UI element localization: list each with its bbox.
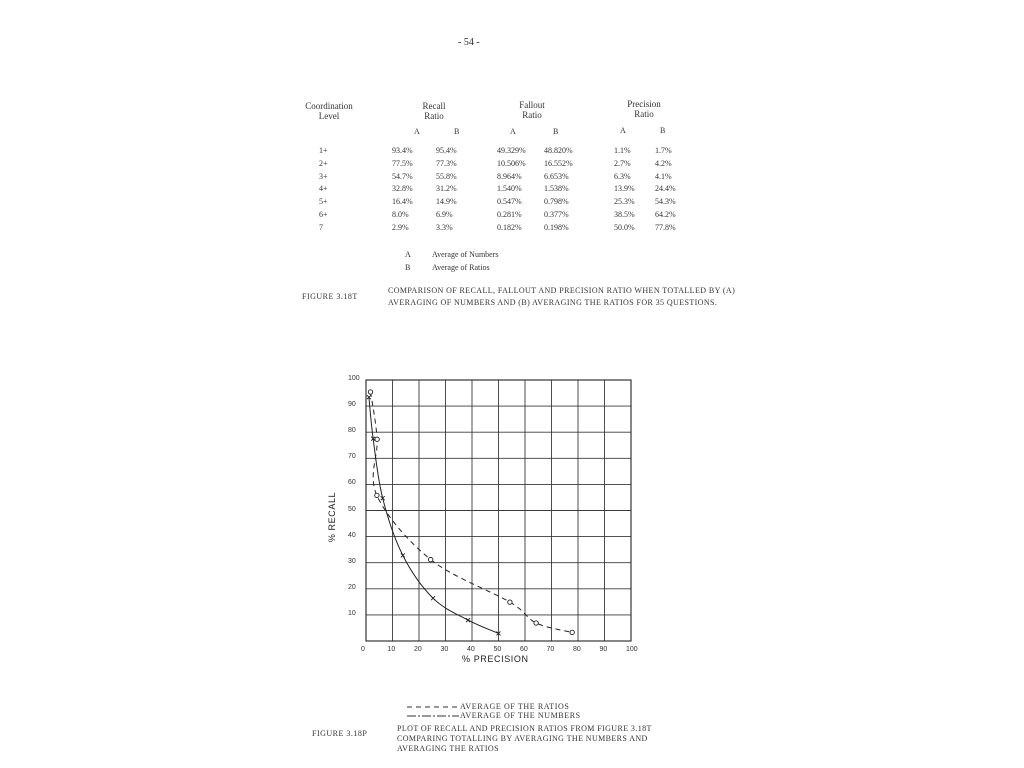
table-cell-precision-b: 77.8% xyxy=(655,222,676,232)
table-cell-precision-b: 1.7% xyxy=(655,146,672,155)
table-cell-level: 5+ xyxy=(319,197,328,207)
table-cell-recall-a: 93.4% xyxy=(392,146,413,155)
x-tick-label: 10 xyxy=(387,646,396,653)
data-point-ratios xyxy=(508,600,512,604)
table-cell-fallout-b: 0.798% xyxy=(544,197,569,207)
table-cell-recall-b: 14.9% xyxy=(436,197,457,207)
y-tick-label: 30 xyxy=(348,557,356,565)
data-point-ratios xyxy=(368,390,372,394)
header-fallout-line2: Ratio xyxy=(522,110,542,120)
data-point-ratios xyxy=(375,437,379,441)
table-cell-recall-a: 16.4% xyxy=(392,197,413,207)
table-cell-precision-a: 38.5% xyxy=(614,210,635,219)
table-cell-precision-a: 25.3% xyxy=(614,197,635,207)
x-tick-label: 30 xyxy=(440,646,449,653)
figure-a-caption: COMPARISON OF RECALL, FALLOUT AND PRECISION RATIO WHEN TOTALLED BY (A) AVERAGING OF NUMBERS AND (B) AVERAGING THE RATIOS FOR 35 QUESTIONS. xyxy=(388,286,736,307)
subheader-recall-a: A xyxy=(414,127,420,136)
table-cell-recall-a: 8.0% xyxy=(392,210,409,219)
table-cell-recall-b: 31.2% xyxy=(436,184,457,194)
header-level-line2: Level xyxy=(318,111,340,121)
table-cell-fallout-b: 16.552% xyxy=(544,158,573,168)
table-cell-recall-b: 95.4% xyxy=(436,146,457,155)
table-cell-precision-a: 50.0% xyxy=(614,222,635,232)
table-cell-precision-b: 4.2% xyxy=(655,158,672,168)
table-cell-recall-b: 55.8% xyxy=(436,171,457,181)
data-point-ratios xyxy=(534,621,538,625)
figure-b-caption: PLOT OF RECALL AND PRECISION RATIOS FROM FIGURE 3.18T COMPARING TOTALLING BY AVERAGING THE NUMBERS AND AVERAGING THE RATIOS xyxy=(397,724,652,753)
figure-b-label: FIGURE 3.18P xyxy=(312,729,368,738)
table-cell-recall-a: 54.7% xyxy=(392,171,413,181)
table-legend-b-key: B xyxy=(405,263,411,272)
header-precision-line2: Ratio xyxy=(634,109,654,119)
figure-a-label: FIGURE 3.18T xyxy=(302,292,358,301)
table-cell-level: 7 xyxy=(319,222,323,232)
y-tick-label: 90 xyxy=(348,401,356,409)
header-level-line1: Coordination xyxy=(305,101,353,111)
table-cell-recall-a: 2.9% xyxy=(392,222,409,232)
header-recall-line2: Ratio xyxy=(424,111,444,121)
series-line-average-of-ratios xyxy=(371,392,573,632)
table-cell-precision-b: 54.3% xyxy=(655,197,676,207)
subheader-fallout-b: B xyxy=(553,127,559,136)
table-cell-level: 1+ xyxy=(319,146,328,155)
x-tick-label: 0 xyxy=(361,646,365,653)
table-cell-level: 4+ xyxy=(319,184,328,194)
y-axis-label: % RECALL xyxy=(327,491,338,543)
y-tick-label: 40 xyxy=(348,531,356,539)
table-cell-level: 6+ xyxy=(319,210,328,219)
x-tick-label: 100 xyxy=(626,646,638,653)
legend-line-samples xyxy=(405,702,465,722)
y-tick-label: 70 xyxy=(348,453,356,461)
y-tick-label: 50 xyxy=(348,505,356,513)
x-tick-label: 20 xyxy=(414,646,422,653)
table-cell-precision-a: 6.3% xyxy=(614,171,631,181)
data-point-numbers xyxy=(466,618,470,622)
table-cell-precision-a: 1.1% xyxy=(614,146,631,155)
x-tick-label: 60 xyxy=(520,646,528,653)
table-cell-fallout-b: 0.377% xyxy=(544,210,569,219)
table-legend-a-key: A xyxy=(405,250,411,259)
table-cell-recall-b: 6.9% xyxy=(436,210,453,219)
data-point-ratios xyxy=(428,557,432,561)
data-point-numbers xyxy=(401,553,405,557)
x-tick-label: 70 xyxy=(546,646,555,653)
table-cell-recall-a: 32.8% xyxy=(392,184,413,194)
table-cell-fallout-b: 0.198% xyxy=(544,222,569,232)
table-cell-recall-b: 77.3% xyxy=(436,158,457,168)
table-cell-precision-b: 4.1% xyxy=(655,171,672,181)
table-cell-fallout-b: 6.653% xyxy=(544,171,569,181)
subheader-fallout-a: A xyxy=(510,127,516,136)
subheader-precision-b: B xyxy=(660,126,666,135)
chart-markers xyxy=(367,390,574,636)
table-cell-precision-a: 13.9% xyxy=(614,184,635,194)
header-precision-line1: Precision xyxy=(627,99,661,109)
data-point-ratios xyxy=(570,630,574,634)
table-cell-fallout-a: 1.540% xyxy=(497,184,522,194)
table-cell-fallout-a: 8.964% xyxy=(497,171,522,181)
table-cell-fallout-b: 1.538% xyxy=(544,184,569,194)
y-tick-label: 60 xyxy=(348,479,356,487)
table-cell-level: 2+ xyxy=(319,158,328,168)
header-recall-line1: Recall xyxy=(422,101,446,111)
subheader-recall-b: B xyxy=(454,127,460,136)
y-tick-label: 80 xyxy=(348,427,356,435)
table-cell-precision-b: 24.4% xyxy=(655,184,676,194)
header-fallout-line1: Fallout xyxy=(519,100,545,110)
table-cell-recall-a: 77.5% xyxy=(392,158,413,168)
table-cell-precision-a: 2.7% xyxy=(614,158,631,168)
table-cell-fallout-a: 0.182% xyxy=(497,222,522,232)
chart-series xyxy=(369,392,572,633)
y-tick-label: 10 xyxy=(348,609,356,617)
x-tick-label: 40 xyxy=(467,646,475,653)
x-tick-label: 90 xyxy=(599,646,608,653)
table-cell-fallout-a: 0.547% xyxy=(497,197,522,207)
table-cell-recall-b: 3.3% xyxy=(436,222,453,232)
x-tick-label: 80 xyxy=(573,646,581,653)
x-tick-label: 50 xyxy=(493,646,502,653)
y-tick-label: 100 xyxy=(348,375,360,382)
table-legend-a-text: Average of Numbers xyxy=(432,250,499,259)
data-point-ratios xyxy=(375,493,379,497)
legend-numbers: AVERAGE OF THE NUMBERS xyxy=(460,711,581,720)
legend-ratios: AVERAGE OF THE RATIOS xyxy=(460,702,570,711)
data-point-numbers xyxy=(431,596,435,600)
table-cell-precision-b: 64.2% xyxy=(655,210,676,219)
table-cell-level: 3+ xyxy=(319,171,328,181)
page-number: - 54 - xyxy=(458,37,480,48)
table-legend-b-text: Average of Ratios xyxy=(432,263,490,272)
table-cell-fallout-b: 48.820% xyxy=(544,146,573,155)
subheader-precision-a: A xyxy=(620,126,626,135)
y-tick-label: 20 xyxy=(348,583,356,591)
x-axis-label: % PRECISION xyxy=(462,654,529,664)
table-cell-fallout-a: 49.329% xyxy=(497,146,526,155)
chart-grid xyxy=(366,380,631,641)
table-cell-fallout-a: 0.281% xyxy=(497,210,522,219)
table-cell-fallout-a: 10.506% xyxy=(497,158,526,168)
